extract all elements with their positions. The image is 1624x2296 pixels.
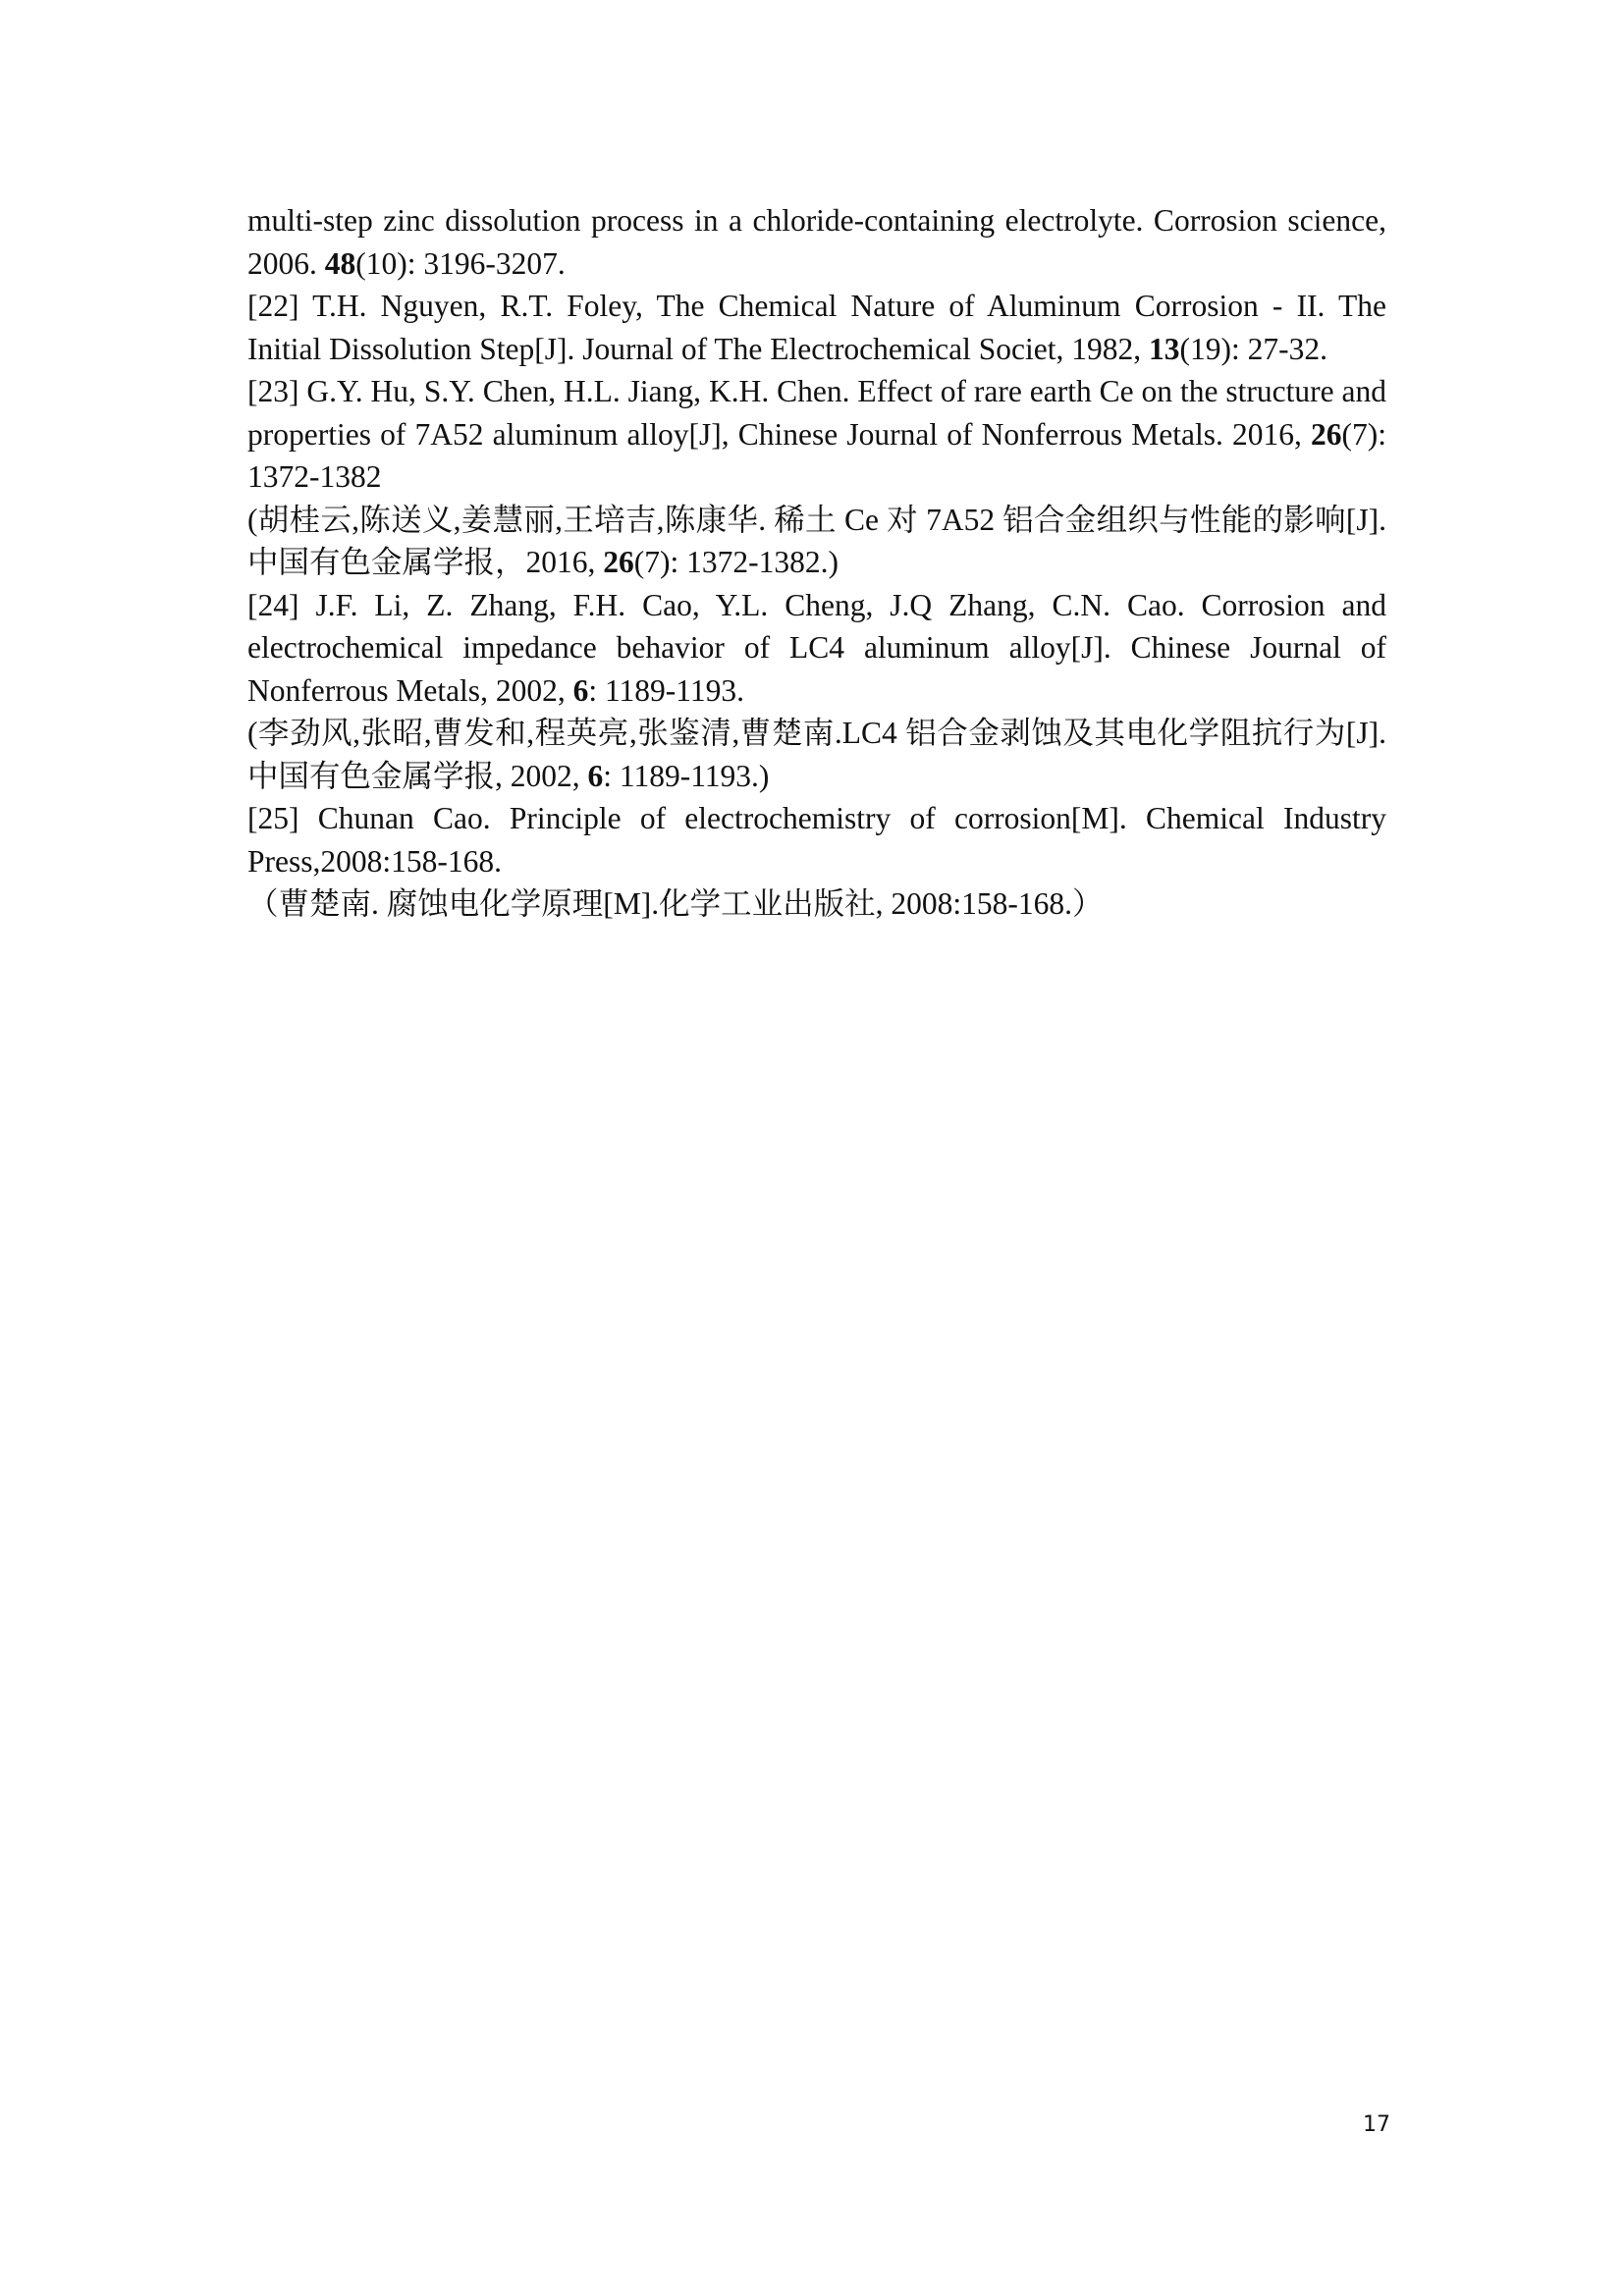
ref-volume: 26 — [603, 545, 634, 579]
ref-text: （曹楚南. 腐蚀电化学原理[M].化学工业出版社, 2008:158-168.） — [247, 886, 1104, 921]
ref-text: [23] G.Y. Hu, S.Y. Chen, H.L. Jiang, K.H. Chen. Effect of rare earth Ce on the structure and properties of 7A52 aluminum alloy[J], Chinese Journal of Nonferrous Metals. 2016, — [247, 374, 1386, 452]
ref-text: : 1189-1193. — [588, 672, 744, 708]
reference-23 — [247, 370, 1386, 499]
reference-21-continued — [247, 199, 1386, 285]
reference-24-chinese — [247, 712, 1386, 797]
ref-volume: 6 — [587, 758, 604, 793]
reference-24 — [247, 584, 1386, 713]
reference-list — [247, 199, 1386, 926]
ref-volume: 6 — [572, 672, 589, 708]
ref-volume: 13 — [1148, 331, 1180, 366]
reference-25 — [247, 797, 1386, 882]
ref-text: [24] J.F. Li, Z. Zhang, F.H. Cao, Y.L. Cheng, J.Q Zhang, C.N. Cao. Corrosion and electrochemical impedance behavior of LC4 aluminum alloy[J]. Chinese Journal of Nonferrous Metals, 2002, — [247, 587, 1386, 708]
ref-text: (胡桂云,陈送义,姜慧丽,王培吉,陈康华. 稀土 Ce 对 7A52 铝合金组织与性能的影响[J]. 中国有色金属学报，2016, — [247, 502, 1386, 579]
ref-volume: 26 — [1311, 416, 1342, 452]
ref-text: (7): 1372-1382.) — [633, 545, 839, 579]
ref-text: (7): 1372-1382 — [247, 416, 1386, 494]
page-number: 17 — [1363, 2112, 1390, 2137]
reference-25-chinese — [247, 882, 1386, 926]
reference-22 — [247, 285, 1386, 370]
ref-text: : 1189-1193.) — [603, 758, 770, 793]
ref-text: multi-step zinc dissolution process in a chloride-containing electrolyte. Corrosion science, 2006. — [247, 203, 1386, 281]
ref-text: (19): 27-32. — [1179, 331, 1327, 366]
ref-text: [25] Chunan Cao. Principle of electrochemistry of corrosion[M]. Chemical Industry Press,2008:158-168. — [247, 801, 1386, 879]
ref-volume: 48 — [324, 245, 356, 281]
ref-text: (李劲风,张昭,曹发和,程英亮,张鉴清,曹楚南.LC4 铝合金剥蚀及其电化学阻抗行为[J]. 中国有色金属学报, 2002, — [247, 716, 1386, 793]
ref-text: [22] T.H. Nguyen, R.T. Foley, The Chemical Nature of Aluminum Corrosion - II. The Initial Dissolution Step[J]. Journal of The Electrochemical Societ, 1982, — [247, 289, 1386, 366]
ref-text: (10): 3196-3207. — [355, 245, 566, 281]
reference-23-chinese — [247, 499, 1386, 584]
